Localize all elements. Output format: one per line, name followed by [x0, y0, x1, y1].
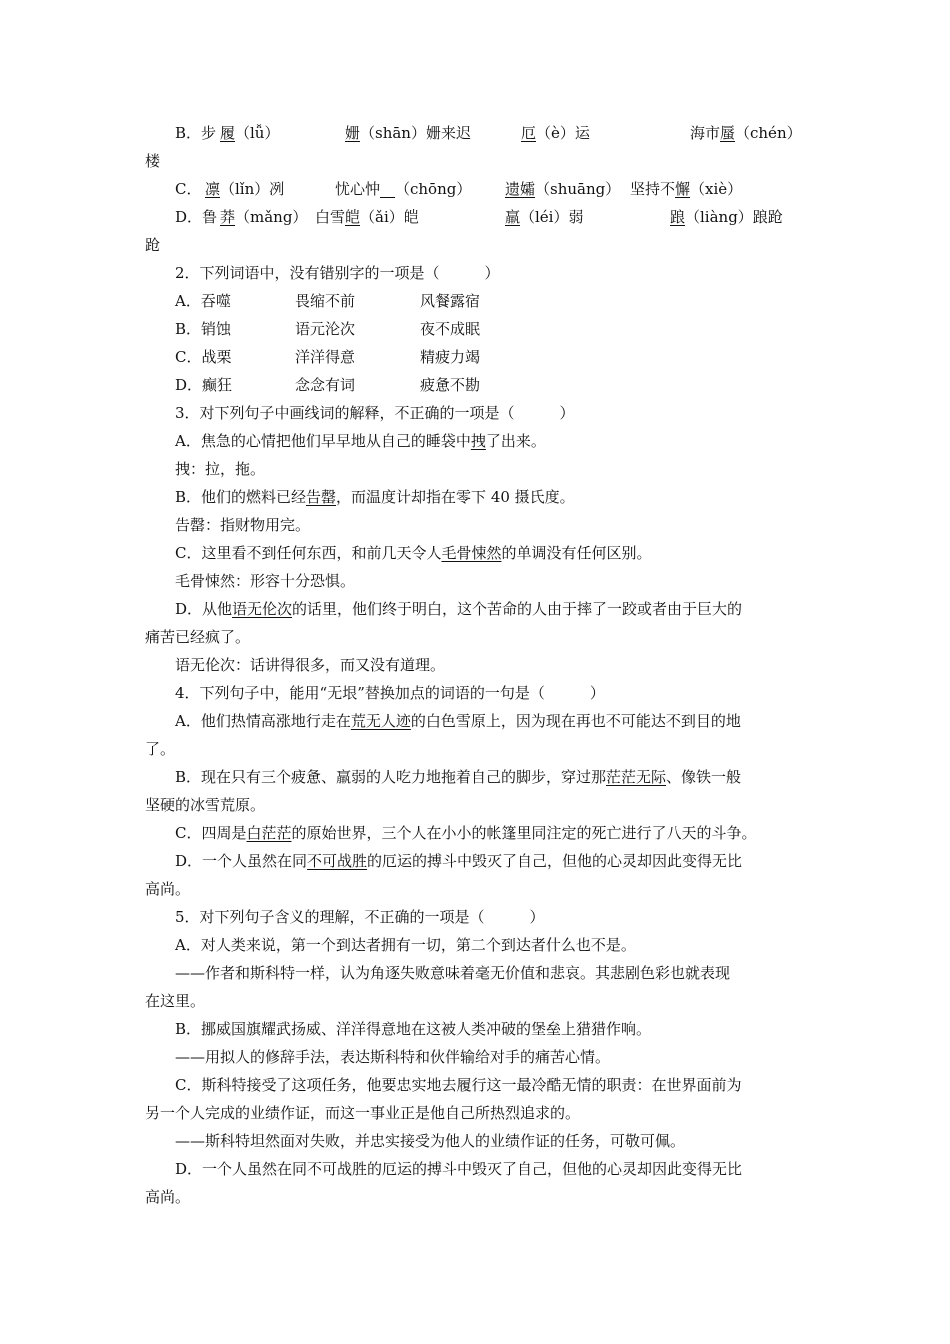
q5-option-b: B．挪威国旗耀武扬威、洋洋得意地在这被人类冲破的堡垒上猎猎作响。 — [175, 1020, 652, 1038]
q1-c-pinyin3: （shuāng） — [535, 180, 621, 198]
q1-d-label: D．鲁 — [175, 208, 218, 226]
q4-b-continuation: 坚硬的冰雪荒原。 — [145, 796, 266, 814]
q1-b-pinyin2: （shān）姗来迟 — [360, 124, 471, 142]
q1-c-pinyin1: （lǐn）冽 — [220, 180, 285, 198]
q4-option-b — [175, 767, 741, 787]
q1-c-text4: 坚持不 — [630, 180, 676, 198]
q2-d-col2: 念念有词 — [295, 376, 356, 394]
q3-option-a — [175, 431, 546, 451]
q4-a-text1: A．他们热情高涨地行走在 — [175, 712, 351, 730]
q3-b-underlined: 告罄 — [306, 488, 337, 506]
q2-a-col2: 畏缩不前 — [295, 292, 356, 310]
q1-b-word2: 姗 — [345, 124, 361, 142]
q3-d-explanation: 语无伦次：话讲得很多，而又没有道理。 — [175, 656, 446, 674]
q1-c-pinyin2: （chōng） — [395, 180, 472, 198]
q1-d-continuation: 跄 — [145, 236, 161, 254]
q3-d-underlined: 语无伦次 — [232, 600, 293, 618]
q1-c-word2 — [380, 179, 395, 199]
q4-d-text2: 的厄运的搏斗中毁灭了自己，但他的心灵却因此变得无比 — [367, 852, 743, 870]
q5-option-d-2: 高尚。 — [145, 1188, 191, 1206]
q5-a-explanation-2: 在这里。 — [145, 992, 206, 1010]
q2-b-col3: 夜不成眠 — [420, 320, 481, 338]
q1-c-pinyin4: （xiè） — [690, 180, 743, 198]
q1-b-continuation: 楼 — [145, 152, 161, 170]
q4-option-a — [175, 711, 741, 731]
q3-c-underlined: 毛骨悚然 — [441, 544, 502, 562]
q2-c-col2: 洋洋得意 — [295, 348, 356, 366]
q3-d-text2: 的话里，他们终于明白，这个苦命的人由于摔了一跤或者由于巨大的 — [292, 600, 743, 618]
q3-a-text1: A．焦急的心情把他们早早地从自己的睡袋中 — [175, 432, 471, 450]
q3-option-c — [175, 543, 652, 563]
q4-a-underlined: 荒无人迹 — [350, 712, 411, 730]
q1-c-text2: 忧心忡 — [335, 180, 381, 198]
q1-d-word2: 皑 — [345, 208, 361, 226]
q2-d-col1: D．癫狂 — [175, 376, 233, 394]
q2-d-col3: 疲惫不勘 — [420, 376, 481, 394]
q3-d-continuation: 痛苦已经疯了。 — [145, 628, 251, 646]
q1-d-word4: 踉 — [670, 208, 686, 226]
q1-b-word3: 厄 — [521, 124, 537, 142]
q3-option-d — [175, 599, 742, 619]
q4-b-text2: 、像铁一般 — [666, 768, 742, 786]
q1-b-word1: 履 — [220, 124, 236, 142]
q1-c-word1: 凛 — [205, 180, 221, 198]
q1-d-pinyin1: （mǎng） — [235, 208, 308, 226]
q4-stem: 4．下列句子中，能用“无垠”替换加点的词语的一句是（ ） — [175, 684, 605, 702]
q1-d-pinyin3: （léi）弱 — [520, 208, 584, 226]
q3-c-explanation: 毛骨悚然：形容十分恐惧。 — [175, 572, 356, 590]
q1-c-label: C． — [175, 180, 202, 198]
q1-b-text4: 海市 — [690, 124, 721, 142]
q1-b-pinyin1: （lǚ） — [235, 124, 280, 142]
q1-b-label: B．步 — [175, 124, 217, 142]
q4-d-continuation: 高尚。 — [145, 880, 191, 898]
q5-stem: 5．对下列句子含义的理解，不正确的一项是（ ） — [175, 908, 545, 926]
q1-d-text2: 白雪 — [315, 208, 346, 226]
q3-b-explanation: 告罄：指财物用完。 — [175, 516, 311, 534]
q4-c-underlined: 白茫茫 — [246, 824, 292, 842]
q3-b-text1: B．他们的燃料已经 — [175, 488, 307, 506]
q4-option-c — [175, 823, 757, 843]
q5-option-d-1: D．一个人虽然在同不可战胜的厄运的搏斗中毁灭了自己，但他的心灵却因此变得无比 — [175, 1160, 743, 1178]
q2-stem: 2．下列词语中，没有错别字的一项是（ ） — [175, 264, 500, 282]
q5-b-explanation: ——用拟人的修辞手法，表达斯科特和伙伴输给对手的痛苦心情。 — [175, 1048, 611, 1066]
q3-a-text2: 了出来。 — [485, 432, 546, 450]
q1-d-pinyin2: （ǎi）皑 — [360, 208, 419, 226]
q3-b-text2: ，而温度计却指在零下 40 摄氏度。 — [336, 488, 575, 506]
q2-a-col1: A．吞噬 — [175, 292, 231, 310]
q1-c-word3: 遗孀 — [505, 180, 536, 198]
q2-c-col3: 精疲力竭 — [420, 348, 481, 366]
q4-b-underlined: 茫茫无际 — [606, 768, 667, 786]
q3-d-text1: D．从他 — [175, 600, 233, 618]
q5-a-explanation-1: ——作者和斯科特一样，认为角逐失败意味着毫无价值和悲哀。其悲剧色彩也就表现 — [175, 964, 731, 982]
q1-d-word3: 羸 — [505, 208, 521, 226]
q1-b-pinyin3: （è）运 — [536, 124, 590, 142]
q3-a-explanation: 拽：拉，拖。 — [175, 460, 266, 478]
q5-option-c-2: 另一个人完成的业绩作证，而这一事业正是他自己所热烈追求的。 — [145, 1104, 581, 1122]
q1-d-word1: 莽 — [220, 208, 236, 226]
q4-c-text1: C．四周是 — [175, 824, 247, 842]
q3-c-text1: C．这里看不到任何东西，和前几天令人 — [175, 544, 442, 562]
q5-option-a: A．对人类来说，第一个到达者拥有一切，第二个到达者什么也不是。 — [175, 936, 636, 954]
q1-c-word4: 懈 — [675, 180, 691, 198]
q2-a-col3: 风餐露宿 — [420, 292, 481, 310]
q2-b-col2: 语元沦次 — [295, 320, 356, 338]
q2-b-col1: B．销蚀 — [175, 320, 232, 338]
q4-b-text1: B．现在只有三个疲惫、羸弱的人吃力地拖着自己的脚步，穿过那 — [175, 768, 607, 786]
q3-option-b — [175, 487, 575, 507]
q4-a-text2: 的白色雪原上，因为现在再也不可能达不到目的地 — [410, 712, 741, 730]
q3-c-text2: 的单调没有任何区别。 — [501, 544, 652, 562]
q4-option-d — [175, 851, 742, 871]
q1-b-pinyin4: （chén） — [735, 124, 802, 142]
q4-d-underlined: 不可战胜 — [307, 852, 368, 870]
q4-d-text1: D．一个人虽然在同 — [175, 852, 308, 870]
q2-c-col1: C．战栗 — [175, 348, 232, 366]
q4-c-text2: 的原始世界，三个人在小小的帐篷里同注定的死亡进行了八天的斗争。 — [291, 824, 757, 842]
q4-a-continuation: 了。 — [145, 740, 176, 758]
q3-stem: 3．对下列句子中画线词的解释，不正确的一项是（ ） — [175, 404, 575, 422]
q1-b-word4: 蜃 — [720, 124, 736, 142]
q5-c-explanation: ——斯科特坦然面对失败，并忠实接受为他人的业绩作证的任务，可敬可佩。 — [175, 1132, 686, 1150]
q5-option-c-1: C．斯科特接受了这项任务，他要忠实地去履行这一最冷酷无情的职责：在世界面前为 — [175, 1076, 742, 1094]
q1-d-pinyin4: （liàng）踉跄 — [685, 208, 783, 226]
q3-a-underlined: 拽 — [470, 432, 486, 450]
